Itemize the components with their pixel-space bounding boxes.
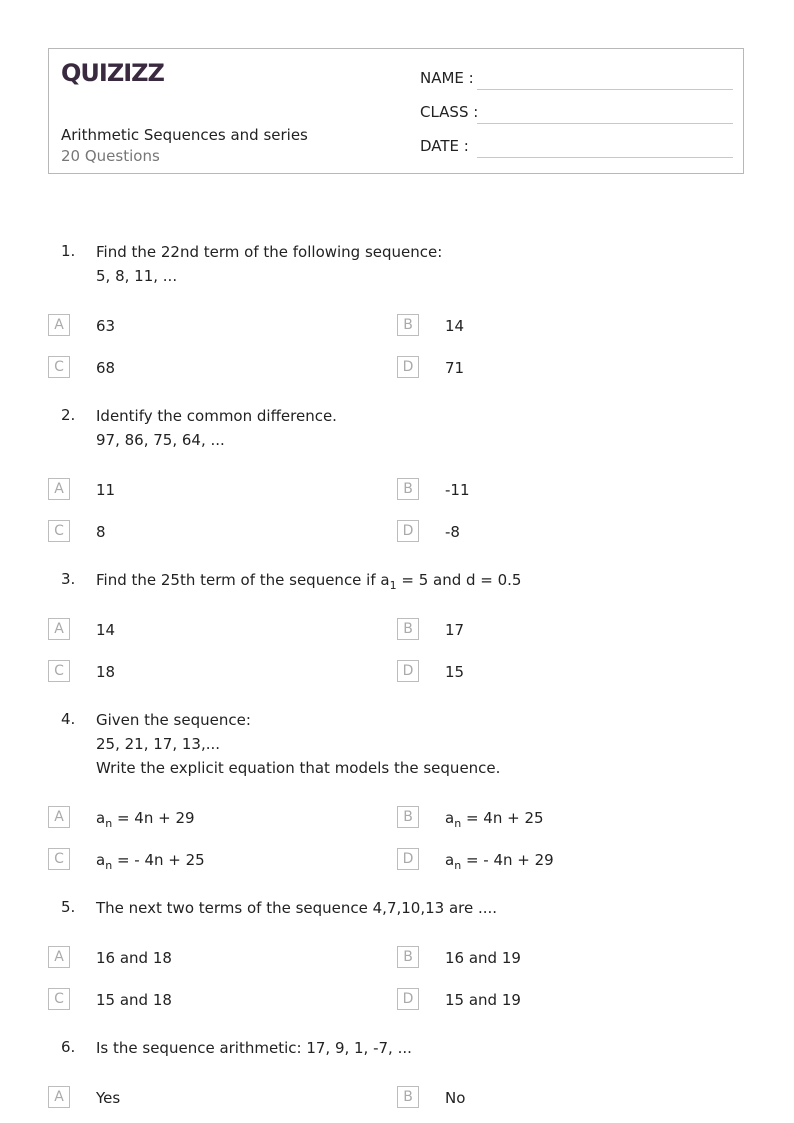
class-label: CLASS : <box>420 103 479 121</box>
date-label: DATE : <box>420 137 469 155</box>
question-text: Identify the common difference. 97, 86, 75, 64, ... <box>96 407 337 449</box>
name-label: NAME : <box>420 69 474 87</box>
question-text: Find the 22nd term of the following sequence: 5, 8, 11, ... <box>96 243 443 285</box>
quizizz-logo: QUIZIZZ <box>61 59 164 87</box>
question-text: Is the sequence arithmetic: 17, 9, 1, -7, ... <box>96 1039 412 1057</box>
class-field[interactable] <box>477 123 733 124</box>
question-text: The next two terms of the sequence 4,7,10,13 are .... <box>96 899 498 917</box>
question-number: 6. <box>61 1038 76 1056</box>
question-text: Given the sequence: 25, 21, 17, 13,... Write the explicit equation that models the sequence. <box>96 711 501 777</box>
question-number: 5. <box>61 898 76 916</box>
question-text: Find the 25th term of the sequence if $a_1 = 5$ and d = 0.5 <box>96 571 522 592</box>
date-field[interactable] <box>477 157 733 158</box>
question-count: 20 Questions <box>61 147 160 165</box>
question-number: 3. <box>61 570 76 588</box>
worksheet-title: Arithmetic Sequences and series <box>61 126 308 144</box>
question-number: 4. <box>61 710 76 728</box>
question-number: 1. <box>61 242 76 260</box>
worksheet-header <box>48 48 744 174</box>
name-field[interactable] <box>477 89 733 90</box>
question-number: 2. <box>61 406 76 424</box>
